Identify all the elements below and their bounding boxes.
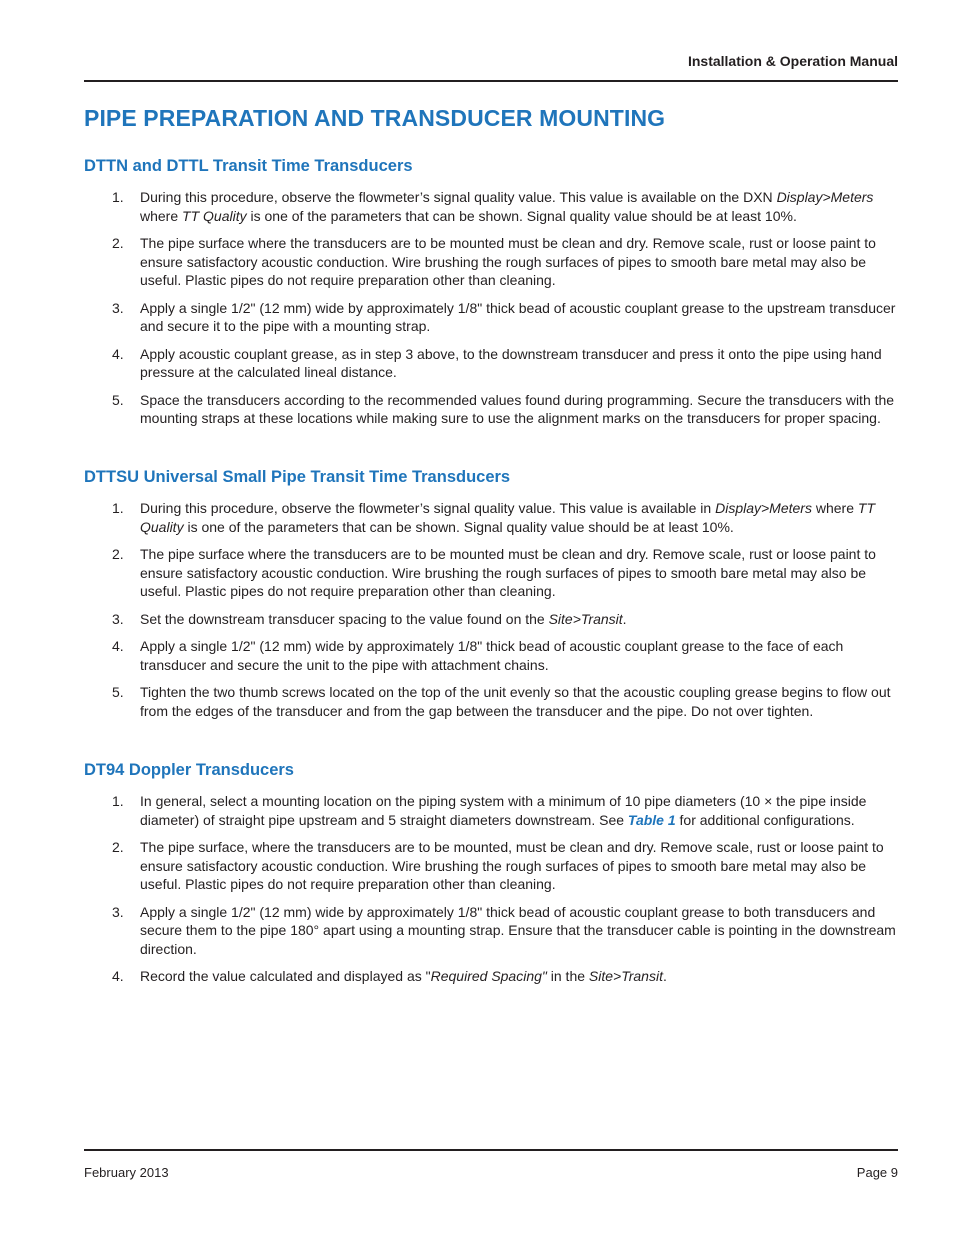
step-number: 1.: [112, 189, 124, 205]
step-number: 3.: [112, 903, 124, 920]
step-text: Record the value calculated and displayed as ": [140, 968, 431, 984]
step-number: 2.: [112, 839, 124, 855]
step-number: 2.: [112, 546, 124, 562]
section-dttsu: [84, 468, 900, 729]
step-text: Apply a single 1/2" (12 mm) wide by approximately 1/8" thick bead of acoustic couplant grease to the face of each transducer and secure the unit to the pipe with attachment chains.: [140, 638, 844, 673]
list-item: [84, 610, 900, 629]
step-text: The pipe surface where the transducers are to be mounted must be clean and dry. Remove scale, rust or loose paint to ensure satisfactory acoustic conduction. Wire brushing the rough surfaces of pipes to smooth bare metal may also be useful. Plastic pipes do not require preparation other than cleaning.: [140, 235, 876, 288]
list-item: [84, 903, 900, 959]
step-number: 3.: [112, 610, 124, 627]
list-item: [84, 499, 900, 536]
page-title: PIPE PREPARATION AND TRANSDUCER MOUNTING: [84, 105, 666, 131]
footer-date: February 2013: [84, 1165, 169, 1180]
list-item: [84, 637, 900, 674]
step-text-italic: Display>Meters: [776, 189, 874, 205]
step-number: 4.: [112, 968, 124, 984]
step-list: [84, 499, 900, 720]
step-text: Set the downstream transducer spacing to the value found on the: [140, 610, 549, 627]
step-list: [84, 188, 900, 428]
list-item: [84, 792, 900, 829]
running-header: Installation & Operation Manual: [687, 53, 898, 69]
step-text: The pipe surface where the transducers are to be mounted must be clean and dry. Remove scale, rust or loose paint to ensure satisfactory acoustic conduction. Wire brushing the rough surfaces of pipes to smooth bare metal may also be useful. Plastic pipes do not require preparation other than cleaning.: [140, 546, 876, 599]
step-text: Space the transducers according to the recommended values found during programming. Secure the transducers with the mounting straps at these locations while making sure to use the alignment marks on the transducers for proper spacing.: [140, 391, 895, 426]
list-item: [84, 838, 900, 894]
step-text: for additional configurations.: [675, 811, 855, 828]
step-text-italic: TT Quality: [140, 500, 875, 535]
step-list: [84, 792, 900, 986]
step-text: The pipe surface, where the transducers are to be mounted, must be clean and dry. Remove scale, rust or loose paint to ensure satisfactory acoustic conduction. Wire brushing the rough surfaces of pipes to smooth bare metal may also be useful. Plastic pipes do not require preparation other than cleaning.: [140, 839, 884, 892]
step-number: 5.: [112, 684, 124, 700]
section-dttn-dttl: [84, 157, 900, 437]
list-item: [84, 683, 900, 720]
step-number: 3.: [112, 299, 124, 316]
step-text: During this procedure, observe the flowmeter’s signal quality value. This value is available on the DXN: [140, 189, 777, 205]
header-rule: [84, 80, 898, 82]
list-item: [84, 545, 900, 601]
step-text: Tighten the two thumb screws located on the top of the unit evenly so that the acoustic coupling grease begins to flow out from the edges of the transducer and from the gap between the transducer and the pipe. Do not over tighten.: [140, 684, 891, 719]
list-item: [84, 967, 900, 986]
step-text-italic: TT Quality: [182, 207, 247, 224]
section-heading: DTTN and DTTL Transit Time Transducers: [84, 157, 413, 175]
list-item: [84, 345, 900, 382]
list-item: [84, 391, 900, 428]
step-text: Apply a single 1/2" (12 mm) wide by approximately 1/8" thick bead of acoustic couplant grease to the upstream transducer and secure it to the pipe with a mounting strap.: [140, 299, 896, 334]
list-item: [84, 188, 900, 225]
table-1-link[interactable]: Table 1: [627, 811, 676, 828]
step-text: .: [622, 610, 627, 627]
section-dt94: [84, 761, 900, 995]
step-text-italic: Required Spacing": [430, 968, 547, 984]
step-text: where: [140, 207, 183, 224]
step-text: In general, select a mounting location on the piping system with a minimum of 10 pipe diameters (10 × the pipe inside diameter) of straight pipe upstream and 5 straight diameters downstream. See: [140, 793, 867, 828]
page-number: Page 9: [856, 1165, 898, 1180]
list-item: [84, 299, 900, 336]
step-text: Apply a single 1/2" (12 mm) wide by approximately 1/8" thick bead of acoustic couplant grease to both transducers and secure them to the pipe 180° apart using a mounting strap. Ensure that the transducer cable is pointing in the downstream direction.: [140, 903, 896, 957]
step-text: During this procedure, observe the flowmeter’s signal quality value. This value is available in: [140, 500, 716, 516]
step-text: .: [662, 968, 667, 984]
list-item: [84, 234, 900, 290]
step-text: where: [811, 500, 858, 516]
step-number: 4.: [112, 345, 124, 362]
step-number: 5.: [112, 391, 124, 408]
step-text: in the: [546, 968, 589, 984]
section-heading: DT94 Doppler Transducers: [84, 761, 294, 779]
step-text-italic: Site>Transit: [548, 610, 623, 627]
step-number: 1.: [112, 500, 124, 516]
step-text: Apply acoustic couplant grease, as in step 3 above, to the downstream transducer and press it onto the pipe using hand pressure at the calculated lineal distance.: [140, 345, 882, 380]
section-heading: DTTSU Universal Small Pipe Transit Time Transducers: [84, 468, 511, 486]
step-text: is one of the parameters that can be shown. Signal quality value should be at least 10%.: [246, 207, 797, 224]
step-text-italic: Site>Transit: [588, 968, 663, 984]
step-number: 4.: [112, 638, 124, 654]
step-number: 1.: [112, 793, 124, 809]
step-number: 2.: [112, 235, 124, 251]
step-text: is one of the parameters that can be shown. Signal quality value should be at least 10%.: [183, 518, 734, 535]
footer-rule: [84, 1149, 898, 1151]
step-text-italic: Display>Meters: [715, 500, 812, 516]
